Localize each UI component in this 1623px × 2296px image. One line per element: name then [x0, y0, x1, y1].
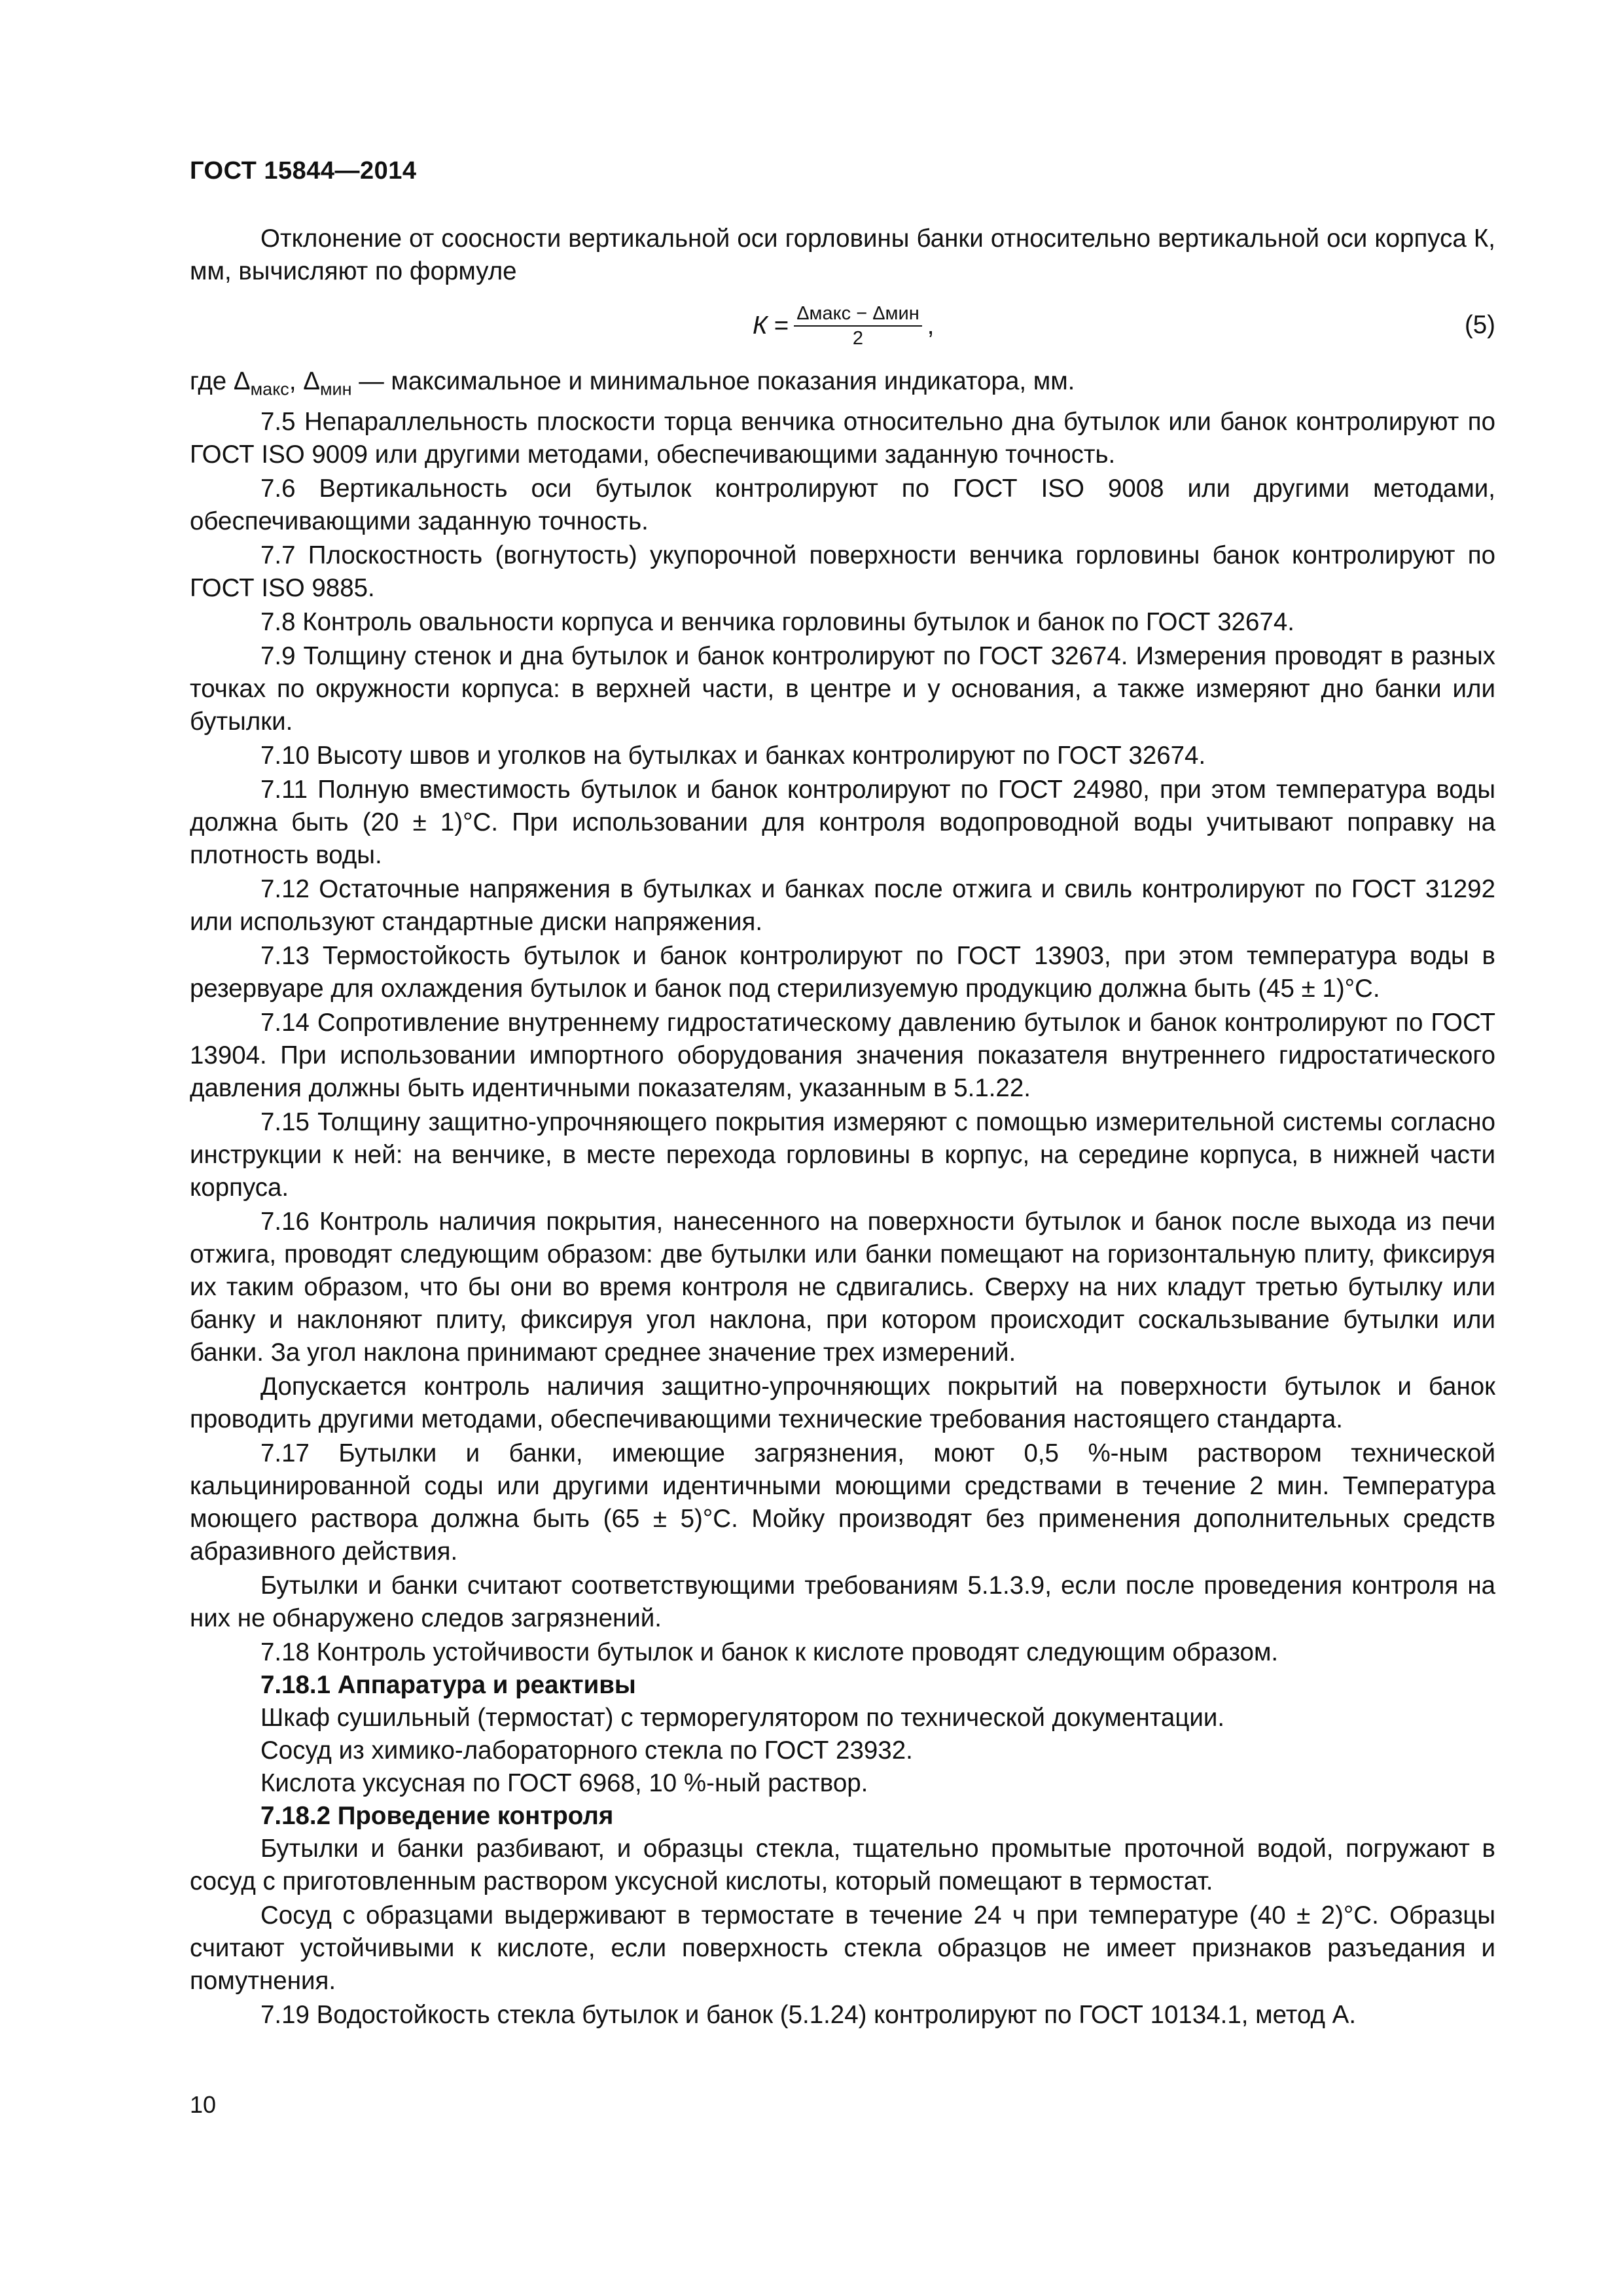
paragraph-7-11: 7.11 Полную вместимость бутылок и банок контролируют по ГОСТ 24980, при этом температура воды должна быть (20 ± 1)°С. При использовании для контроля водопроводной воды учитывают поправку на плотность воды. [190, 775, 1495, 869]
where-mid: , Δ [289, 367, 320, 395]
where-prefix: где Δ [190, 367, 251, 395]
formula-number: (5) [1464, 311, 1495, 339]
where-sub-min: мин [319, 379, 352, 399]
paragraph-7-5: 7.5 Непараллельность плоскости торца венчика относительно дна бутылок или банок контролируют по ГОСТ ISO 9009 или другими методами, обеспечивающими заданную точность. [190, 407, 1495, 469]
where-paragraph [190, 365, 1495, 406]
where-suffix: — максимальное и минимальное показания индикатора, мм. [351, 367, 1075, 395]
paragraph-7-10: 7.10 Высоту швов и уголков на бутылках и банках контролируют по ГОСТ 32674. [260, 741, 1206, 770]
document-header: ГОСТ 15844—2014 [190, 157, 417, 185]
paragraph-7-7: 7.7 Плоскостность (вогнутость) укупорочной поверхности венчика горловины банок контролируют по ГОСТ ISO 9885. [190, 541, 1495, 602]
paragraph-7-13: 7.13 Термостойкость бутылок и банок контролируют по ГОСТ 13903, при этом температура воды в резервуаре для охлаждения бутылок и банок под стерилизуемую продукцию должна быть (45 ± 1)°С. [190, 941, 1495, 1003]
formula-fraction [794, 302, 922, 350]
paragraph-7-16-note: Допускается контроль наличия защитно-упрочняющих покрытий на поверхности бутылок и банок проводить другими методами, обеспечивающими технические требования настоящего стандарта. [190, 1372, 1495, 1433]
apparatus-item: Сосуд из химико-лабораторного стекла по ГОСТ 23932. [260, 1736, 913, 1765]
heading-7-18-1: 7.18.1 Аппаратура и реактивы [260, 1670, 636, 1699]
paragraph-7-9: 7.9 Толщину стенок и дна бутылок и банок контролируют по ГОСТ 32674. Измерения проводят в разных точках по окружности корпуса: в верхней части, в центре и у основания, а также измеряют дно банки или бутылки. [190, 641, 1495, 736]
procedure-paragraph: Сосуд с образцами выдерживают в термостате в течение 24 ч при температуре (40 ± 2)°С. Образцы считают устойчивыми к кислоте, если поверхность стекла образцов не имеет признаков разъедания и помутнения. [190, 1901, 1495, 1995]
formula-tail: , [927, 312, 935, 340]
formula [753, 292, 934, 360]
paragraph-7-19: 7.19 Водостойкость стекла бутылок и банок (5.1.24) контролируют по ГОСТ 10134.1, метод А. [260, 2000, 1357, 2029]
paragraph-7-17: 7.17 Бутылки и банки, имеющие загрязнения, моют 0,5 %-ным раствором технической кальцинированной соды или другими идентичными моющими средствами в течение 2 мин. Температура моющего раствора должна быть (65 ± 5)°С. Мойку производят без применения дополнительных средств абразивного действия. [190, 1439, 1495, 1566]
formula-denominator: 2 [852, 328, 864, 349]
apparatus-item: Кислота уксусная по ГОСТ 6968, 10 %-ный раствор. [260, 1768, 868, 1797]
paragraph-7-16: 7.16 Контроль наличия покрытия, нанесенного на поверхности бутылок и банок после выхода из печи отжига, проводят следующим образом: две бутылки или банки помещают на горизонтальную плиту, фиксируя их таким образом, что бы они во время контроля не сдвигались. Сверху на них кладут третью бутылку или банку и наклоняют плиту, фиксируя угол наклона, при котором происходит соскальзывание бутылки или банки. За угол наклона принимают среднее значение трех измерений. [190, 1207, 1495, 1367]
page-number: 10 [190, 2091, 217, 2118]
document-body [190, 223, 1495, 2033]
apparatus-item: Шкаф сушильный (термостат) с терморегулятором по технической документации. [260, 1703, 1225, 1732]
formula-numerator: Δмакс − Δмин [794, 302, 922, 327]
paragraph-7-14: 7.14 Сопротивление внутреннему гидростатическому давлению бутылок и банок контролируют по ГОСТ 13904. При использовании импортного оборудования значения показателя внутреннего гидростатического давления должны быть идентичными показателям, указанным в 5.1.22. [190, 1008, 1495, 1102]
paragraph-7-18: 7.18 Контроль устойчивости бутылок и банок к кислоте проводят следующим образом. [260, 1638, 1279, 1666]
formula-equals: = [774, 312, 789, 340]
formula-block [190, 292, 1495, 360]
formula-lhs: К [753, 312, 768, 340]
paragraph-7-12: 7.12 Остаточные напряжения в бутылках и банках после отжига и свиль контролируют по ГОСТ 31292 или используют стандартные диски напряжения. [190, 874, 1495, 936]
heading-7-18-2: 7.18.2 Проведение контроля [260, 1801, 614, 1830]
paragraph-7-6: 7.6 Вертикальность оси бутылок контролируют по ГОСТ ISO 9008 или другими методами, обеспечивающими заданную точность. [190, 474, 1495, 535]
intro-paragraph: Отклонение от соосности вертикальной оси горловины банки относительно вертикальной оси корпуса К, мм, вычисляют по формуле [190, 224, 1495, 285]
paragraph-7-8: 7.8 Контроль овальности корпуса и венчика горловины бутылок и банок по ГОСТ 32674. [260, 607, 1294, 636]
paragraph-7-15: 7.15 Толщину защитно-упрочняющего покрытия измеряют с помощью измерительной системы согласно инструкции к ней: на венчике, в месте перехода горловины в корпус, на середине корпуса, в нижней части корпуса. [190, 1107, 1495, 1202]
where-sub-max: макс [250, 379, 289, 399]
paragraph-7-17-note: Бутылки и банки считают соответствующими требованиям 5.1.3.9, если после проведения контроля на них не обнаружено следов загрязнений. [190, 1571, 1495, 1632]
procedure-paragraph: Бутылки и банки разбивают, и образцы стекла, тщательно промытые проточной водой, погружают в сосуд с приготовленным раствором уксусной кислоты, который помещают в термостат. [190, 1834, 1495, 1895]
